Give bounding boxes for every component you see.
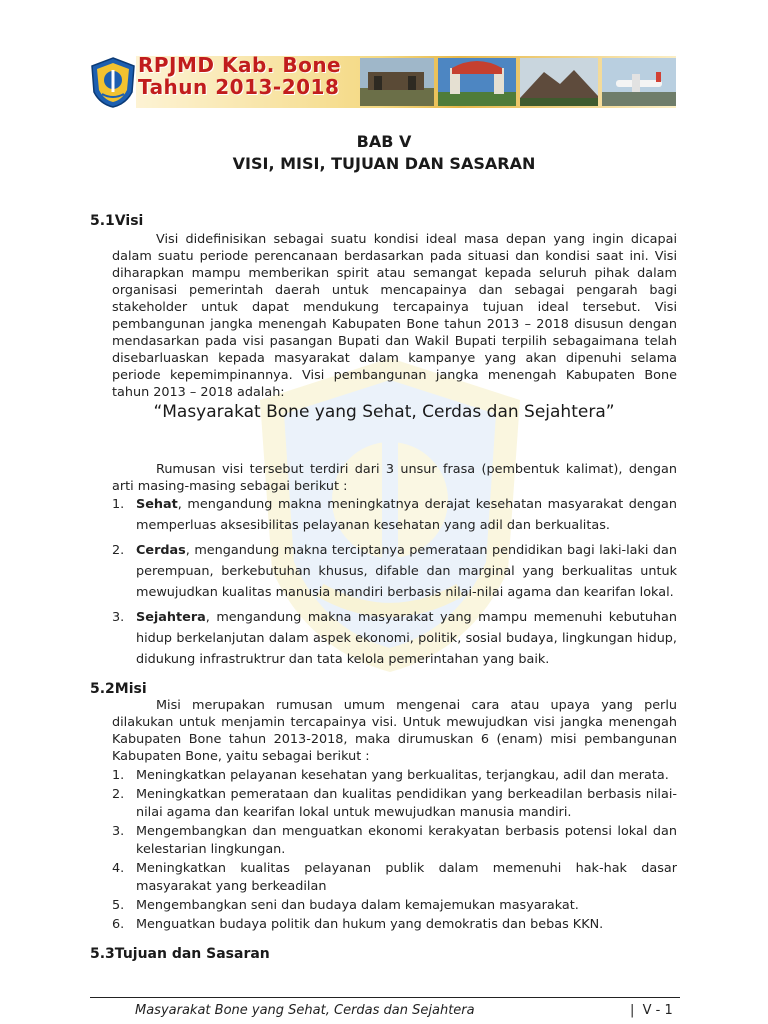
list-item [112,823,677,859]
list-number: 3. [112,610,125,625]
list-item [112,860,677,896]
list-number: 5. [112,898,125,913]
section-heading-tujuan: 5.3Tujuan dan Sasaran [90,946,270,962]
section-heading-misi: 5.2Misi [90,681,147,697]
list-text: Meningkatkan pelayanan kesehatan yang berkualitas, terjangkau, adil dan merata. [136,768,669,783]
list-item [112,767,677,785]
photo-mountain [520,58,598,106]
visi-intro-text: Rumusan visi tersebut terdiri dari 3 unsur frasa (pembentuk kalimat), dengan arti masing-masing sebagai berikut : [112,462,677,494]
list-text: Menguatkan budaya politik dan hukum yang demokratis dan bebas KKN. [136,917,604,932]
list-number: 2. [112,787,125,802]
list-text: , mengandung makna terciptanya pemerataan pendidikan bagi laki-laki dan perempuan, berkebutuhan khusus, difable dan marginal yang berkualitas untuk mewujudkan kualitas manusia mandiri berbasis nilai-nilai agama dan kearifan lokal. [136,543,677,600]
photo-monument [360,58,434,106]
list-number: 6. [112,917,125,932]
bone-regency-emblem [90,56,136,108]
list-item [112,786,677,822]
list-number: 1. [112,497,125,512]
footer-divider [90,997,680,998]
photo-gate [438,58,516,106]
list-number: 4. [112,861,125,876]
banner-title-line2: Tahun 2013-2018 [138,75,340,99]
list-text: Mengembangkan seni dan budaya dalam kemajemukan masyarakat. [136,898,579,913]
list-term: Sejahtera [136,610,206,625]
banner-title-line1: RPJMD Kab. Bone [138,53,342,77]
list-text: Meningkatkan kualitas pelayanan publik dalam memenuhi hak-hak dasar masyarakat yang berkeadilan [136,861,677,894]
list-item [112,897,677,915]
chapter-number: BAB V [356,132,412,151]
visi-elements-list [112,494,677,674]
list-item [112,607,677,670]
visi-paragraph-text: Visi didefinisikan sebagai suatu kondisi ideal masa depan yang ingin dicapai dalam suatu periode perencanaan berdasarkan pada situasi dan kondisi saat ini. Visi diharapkan mampu memberikan spirit atau semangat kepada seluruh pihak dalam organisasi pemerintah daerah untuk mencapainya dan sebagai pengarah bagi stakeholder untuk dapat mendukung tercapainya tujuan ideal tersebut. Visi pembangunan jangka menengah Kabupaten Bone tahun 2013 – 2018 disusun dengan mendasarkan pada visi pasangan Bupati dan Wakil Bupati terpilih sebagaimana telah disebarluaskan kepada masyarakat dalam kampanye yang akan dipenuhi selama periode kepemimpinannya. Visi pembangunan jangka menengah Kabupaten Bone tahun 2013 – 2018 adalah: [112,232,677,400]
list-text: Meningkatkan pemerataan dan kualitas pendidikan yang berkeadilan berbasis nilai-nilai agama dan kearifan lokal untuk mewujudkan manusia mandiri. [136,787,677,820]
list-term: Cerdas [136,543,186,558]
misi-paragraph-text: Misi merupakan rumusan umum mengenai cara atau upaya yang perlu dilakukan untuk menjamin tercapainya visi. Untuk mewujudkan visi jangka menengah Kabupaten Bone tahun 2013-2018, maka dirumuskan 6 (enam) misi pembangunan Kabupaten Bone, yaitu sebagai berikut : [112,698,677,764]
list-number: 1. [112,768,125,783]
vision-statement: “Masyarakat Bone yang Sehat, Cerdas dan Sejahtera” [153,402,615,422]
list-number: 3. [112,824,125,839]
section-heading-visi: 5.1Visi [90,213,144,229]
header-banner [88,50,676,114]
list-text: , mengandung makna meningkatnya derajat kesehatan masyarakat dengan memperluas aksesibilitas pelayanan kesehatan yang adil dan berkualitas. [136,497,677,533]
misi-list [112,767,677,935]
list-item [112,916,677,934]
banner-photo-strip [360,58,676,106]
misi-paragraph [112,697,677,765]
visi-paragraph [112,231,677,401]
chapter-title: VISI, MISI, TUJUAN DAN SASARAN [232,154,536,173]
list-number: 2. [112,543,125,558]
page-number: | V - 1 [630,1003,673,1018]
visi-intro [112,461,677,495]
list-item [112,540,677,603]
banner-title [138,54,341,98]
list-item [112,494,677,536]
list-term: Sehat [136,497,178,512]
list-text: Mengembangkan dan menguatkan ekonomi kerakyatan berbasis potensi lokal dan kelestarian lingkungan. [136,824,677,857]
footer-tagline: Masyarakat Bone yang Sehat, Cerdas dan Sejahtera [135,1003,475,1018]
list-text: , mengandung makna masyarakat yang mampu memenuhi kebutuhan hidup berkelanjutan dalam aspek ekonomi, politik, sosial budaya, lingkungan hidup, didukung infrastruktrur dan tata kelola pemerintahan yang baik. [136,610,677,667]
photo-airplane [602,58,676,106]
